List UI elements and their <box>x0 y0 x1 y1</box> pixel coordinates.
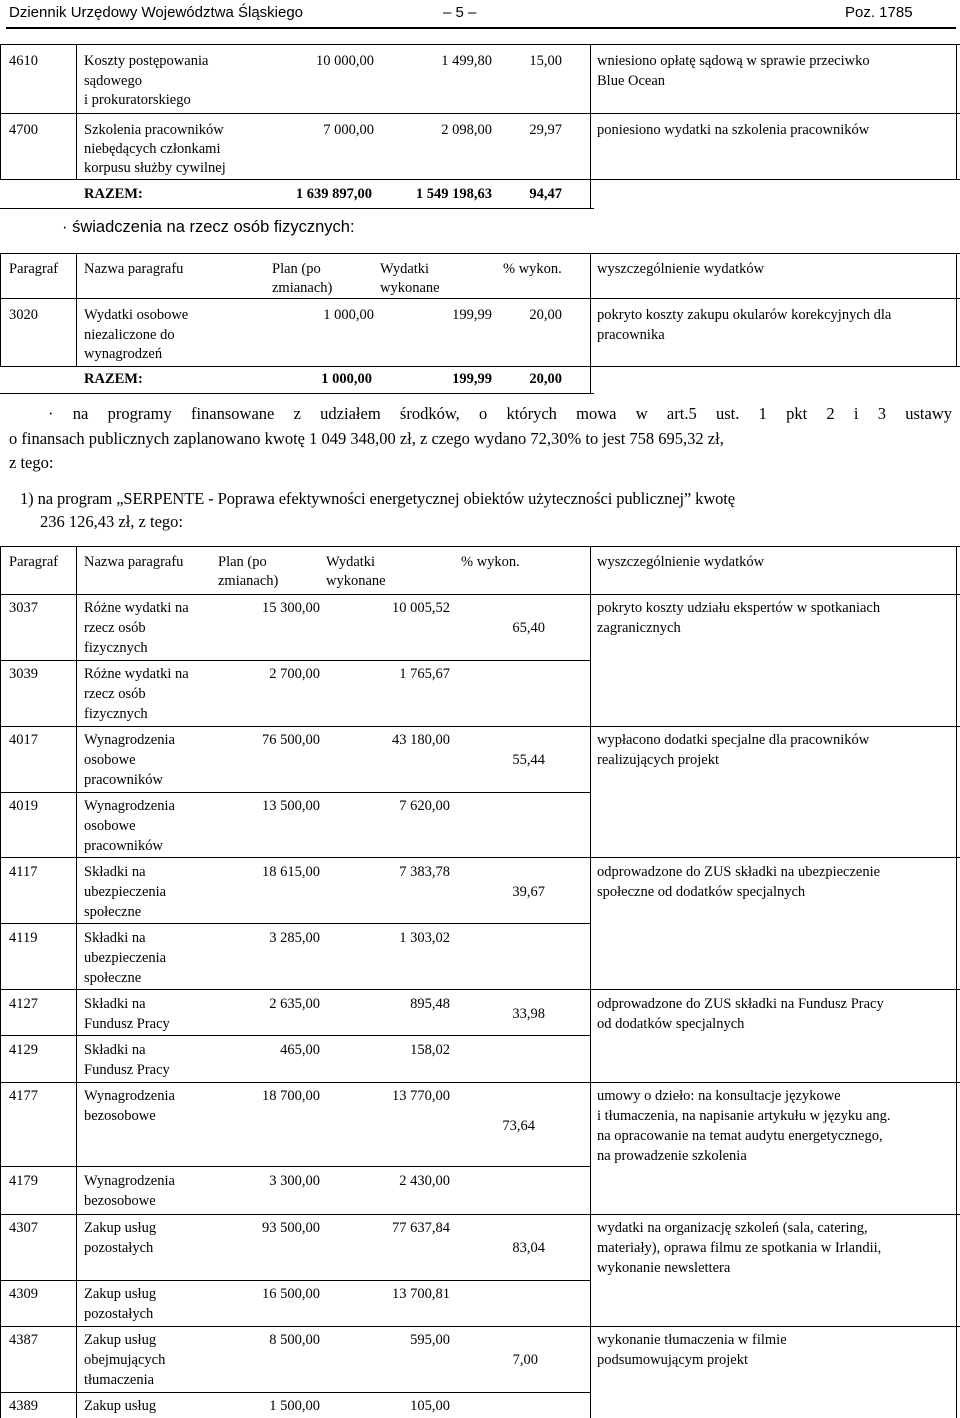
total-percent: 94,47 <box>529 186 562 202</box>
paragraph-code: 4127 <box>9 996 38 1012</box>
col-header-spent: Wydatki <box>326 554 376 570</box>
paragraph-name: Wynagrodzenia <box>84 798 175 814</box>
paragraph-code: 4119 <box>9 930 38 946</box>
paragraph-name: społeczne <box>84 904 142 920</box>
col-header-spent: wykonane <box>380 280 440 296</box>
percent-done: 7,00 <box>512 1352 538 1368</box>
spent-amount: 2 430,00 <box>399 1173 450 1189</box>
col-header-name: Nazwa paragrafu <box>84 554 184 570</box>
paragraph-name: Koszty postępowania <box>84 53 209 69</box>
expense-description: pokryto koszty udziału ekspertów w spotkaniach <box>597 600 881 616</box>
percent-done: 20,00 <box>529 307 562 323</box>
expense-description: wykonanie tłumaczenia w filmie <box>597 1332 787 1348</box>
plan-amount: 3 300,00 <box>269 1173 320 1189</box>
percent-done: 15,00 <box>529 53 562 69</box>
plan-amount: 10 000,00 <box>316 53 374 69</box>
percent-done: 33,98 <box>512 1006 545 1022</box>
paragraph-name: Zakup usług <box>84 1286 157 1302</box>
paragraph-name: i prokuratorskiego <box>84 92 191 108</box>
percent-done: 55,44 <box>512 752 545 768</box>
spent-amount: 105,00 <box>410 1398 450 1414</box>
paragraph-name: Wynagrodzenia <box>84 1088 175 1104</box>
expense-description: społeczne od dodatków specjalnych <box>597 884 806 900</box>
spent-amount: 1 499,80 <box>441 53 492 69</box>
paragraph-name: Różne wydatki na <box>84 600 189 616</box>
expense-description: wypłacono dodatki specjalne dla pracowników <box>597 732 870 748</box>
paragraph-name: rzecz osób <box>84 620 146 636</box>
col-header-percent: % wykon. <box>461 554 520 570</box>
total-spent: 1 549 198,63 <box>415 186 492 202</box>
expense-description: Blue Ocean <box>597 73 666 89</box>
paragraph-code: 3037 <box>9 600 38 616</box>
plan-amount: 8 500,00 <box>269 1332 320 1348</box>
spent-amount: 7 620,00 <box>399 798 450 814</box>
paragraph-line: z tego: <box>9 453 54 472</box>
paragraph-line: · na programy finansowane z udziałem środków, o których mowa w art.5 ust. 1 pkt 2 i 3 ustawy <box>48 404 952 423</box>
expense-description: wykonanie newslettera <box>597 1260 731 1276</box>
expense-description: pracownika <box>597 327 665 343</box>
paragraph-name: Różne wydatki na <box>84 666 189 682</box>
paragraph-name: ubezpieczenia <box>84 884 167 900</box>
paragraph-name: pracowników <box>84 838 163 854</box>
section-heading: · świadczenia na rzecz osób fizycznych: <box>62 218 355 236</box>
col-header-spent: Wydatki <box>380 261 430 277</box>
paragraph-code: 4019 <box>9 798 38 814</box>
paragraph-code: 4610 <box>9 53 38 69</box>
percent-done: 65,40 <box>512 620 545 636</box>
paragraph-name: Wynagrodzenia <box>84 1173 175 1189</box>
expense-description: wydatki na organizację szkoleń (sala, catering, <box>597 1220 868 1236</box>
paragraph-name: Zakup usług <box>84 1220 157 1236</box>
paragraph-name: społeczne <box>84 970 142 986</box>
paragraph-name: osobowe <box>84 818 136 834</box>
paragraph-code: 4389 <box>9 1398 38 1414</box>
paragraph-name: pozostałych <box>84 1240 154 1256</box>
paragraph-line: o finansach publicznych zaplanowano kwotę 1 049 348,00 zł, z czego wydano 72,30% to jest 758 695,32 zł, <box>9 429 724 448</box>
plan-amount: 15 300,00 <box>262 600 320 616</box>
percent-done: 39,67 <box>512 884 545 900</box>
paragraph-name: Fundusz Pracy <box>84 1062 170 1078</box>
col-header-spent: wykonane <box>326 573 386 589</box>
total-label: RAZEM: <box>84 371 143 387</box>
expense-description: poniesiono wydatki na szkolenia pracowników <box>597 122 870 138</box>
spent-amount: 2 098,00 <box>441 122 492 138</box>
col-header-description: wyszczególnienie wydatków <box>597 261 765 277</box>
col-header-plan: Plan (po <box>218 554 267 570</box>
col-header-plan: Plan (po <box>272 261 321 277</box>
spent-amount: 7 383,78 <box>399 864 450 880</box>
paragraph-name: pozostałych <box>84 1306 154 1322</box>
spent-amount: 595,00 <box>410 1332 450 1348</box>
expense-description: i tłumaczenia, na napisanie artykułu w języku ang. <box>597 1108 891 1124</box>
expense-description: na prowadzenie szkolenia <box>597 1148 747 1164</box>
paragraph-code: 4309 <box>9 1286 38 1302</box>
plan-amount: 2 700,00 <box>269 666 320 682</box>
col-header-description: wyszczególnienie wydatków <box>597 554 765 570</box>
total-spent: 199,99 <box>452 371 492 387</box>
expense-description: wniesiono opłatę sądową w sprawie przeciwko <box>597 53 870 69</box>
plan-amount: 18 700,00 <box>262 1088 320 1104</box>
col-header-name: Nazwa paragrafu <box>84 261 184 277</box>
spent-amount: 43 180,00 <box>392 732 450 748</box>
plan-amount: 13 500,00 <box>262 798 320 814</box>
spent-amount: 10 005,52 <box>392 600 450 616</box>
plan-amount: 465,00 <box>280 1042 320 1058</box>
paragraph-line: 236 126,43 zł, z tego: <box>40 512 183 531</box>
position-number: Poz. 1785 <box>845 4 913 21</box>
paragraph-name: sądowego <box>84 73 142 89</box>
paragraph-code: 4387 <box>9 1332 38 1348</box>
spent-amount: 1 303,02 <box>399 930 450 946</box>
paragraph-name: Fundusz Pracy <box>84 1016 170 1032</box>
percent-done: 73,64 <box>502 1118 535 1134</box>
paragraph-name: rzecz osób <box>84 686 146 702</box>
plan-amount: 2 635,00 <box>269 996 320 1012</box>
paragraph-name: Wydatki osobowe <box>84 307 189 323</box>
col-header-code: Paragraf <box>9 554 59 570</box>
plan-amount: 18 615,00 <box>262 864 320 880</box>
paragraph-name: Składki na <box>84 864 146 880</box>
plan-amount: 1 000,00 <box>323 307 374 323</box>
col-header-plan: zmianach) <box>218 573 279 589</box>
paragraph-code: 4117 <box>9 864 38 880</box>
paragraph-name: Składki na <box>84 930 146 946</box>
total-label: RAZEM: <box>84 186 143 202</box>
col-header-plan: zmianach) <box>272 280 333 296</box>
paragraph-code: 3020 <box>9 307 38 323</box>
percent-done: 29,97 <box>529 122 562 138</box>
paragraph-code: 4700 <box>9 122 38 138</box>
paragraph-code: 3039 <box>9 666 38 682</box>
paragraph-name: korpusu służby cywilnej <box>84 160 226 176</box>
paragraph-name: Szkolenia pracowników <box>84 122 224 138</box>
plan-amount: 93 500,00 <box>262 1220 320 1236</box>
paragraph-name: obejmujących <box>84 1352 166 1368</box>
paragraph-name: osobowe <box>84 752 136 768</box>
paragraph-name: fizycznych <box>84 706 148 722</box>
col-header-percent: % wykon. <box>503 261 562 277</box>
expense-description: od dodatków specjalnych <box>597 1016 745 1032</box>
spent-amount: 13 770,00 <box>392 1088 450 1104</box>
paragraph-name: tłumaczenia <box>84 1372 155 1388</box>
paragraph-code: 4017 <box>9 732 38 748</box>
spent-amount: 77 637,84 <box>392 1220 450 1236</box>
paragraph-name: niebędących członkami <box>84 141 221 157</box>
paragraph-name: bezosobowe <box>84 1193 156 1209</box>
paragraph-name: ubezpieczenia <box>84 950 167 966</box>
plan-amount: 76 500,00 <box>262 732 320 748</box>
expense-description: materiały), oprawa filmu ze spotkania w Irlandii, <box>597 1240 882 1256</box>
expense-description: umowy o dzieło: na konsultacje językowe <box>597 1088 841 1104</box>
page-number: – 5 – <box>443 4 477 21</box>
plan-amount: 1 500,00 <box>269 1398 320 1414</box>
plan-amount: 3 285,00 <box>269 930 320 946</box>
paragraph-code: 4179 <box>9 1173 38 1189</box>
paragraph-code: 4177 <box>9 1088 38 1104</box>
spent-amount: 895,48 <box>410 996 450 1012</box>
paragraph-name: wynagrodzeń <box>84 346 163 362</box>
percent-done: 83,04 <box>512 1240 545 1256</box>
expense-description: zagranicznych <box>597 620 681 636</box>
total-plan: 1 639 897,00 <box>295 186 372 202</box>
expense-description: na opracowanie na temat audytu energetycznego, <box>597 1128 883 1144</box>
paragraph-name: fizycznych <box>84 640 148 656</box>
total-percent: 20,00 <box>529 371 562 387</box>
paragraph-name: niezaliczone do <box>84 327 175 343</box>
spent-amount: 1 765,67 <box>399 666 450 682</box>
paragraph-name: bezosobowe <box>84 1108 156 1124</box>
paragraph-name: Zakup usług <box>84 1398 157 1414</box>
header-rule <box>6 27 956 29</box>
expense-description: pokryto koszty zakupu okularów korekcyjnych dla <box>597 307 892 323</box>
paragraph-name: pracowników <box>84 772 163 788</box>
spent-amount: 199,99 <box>452 307 492 323</box>
plan-amount: 7 000,00 <box>323 122 374 138</box>
expense-description: odprowadzone do ZUS składki na Fundusz Pracy <box>597 996 884 1012</box>
spent-amount: 158,02 <box>410 1042 450 1058</box>
col-header-code: Paragraf <box>9 261 59 277</box>
paragraph-name: Składki na <box>84 1042 146 1058</box>
expense-description: realizujących projekt <box>597 752 719 768</box>
paragraph-name: Zakup usług <box>84 1332 157 1348</box>
journal-title: Dziennik Urzędowy Województwa Śląskiego <box>9 4 304 21</box>
paragraph-name: Składki na <box>84 996 146 1012</box>
paragraph-code: 4307 <box>9 1220 38 1236</box>
total-plan: 1 000,00 <box>321 371 372 387</box>
paragraph-code: 4129 <box>9 1042 38 1058</box>
plan-amount: 16 500,00 <box>262 1286 320 1302</box>
expense-description: podsumowującym projekt <box>597 1352 749 1368</box>
spent-amount: 13 700,81 <box>392 1286 450 1302</box>
paragraph-name: Wynagrodzenia <box>84 732 175 748</box>
paragraph-line: 1) na program „SERPENTE - Poprawa efektywności energetycznej obiektów użyteczności publicznej” kwotę <box>20 489 735 508</box>
expense-description: odprowadzone do ZUS składki na ubezpieczenie <box>597 864 881 880</box>
